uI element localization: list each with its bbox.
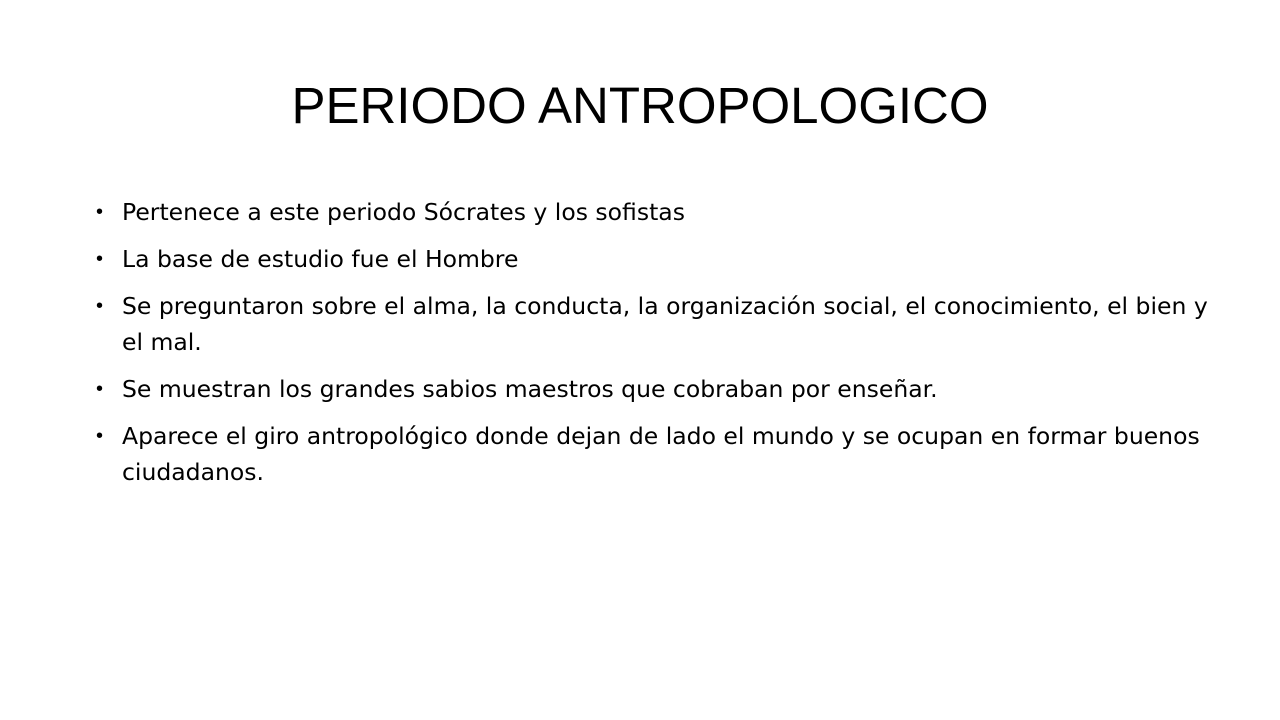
bullet-text: Aparece el giro antropológico donde dejan de lado el mundo y se ocupan en formar buenos ciudadanos.	[122, 422, 1200, 486]
list-item	[96, 371, 1216, 407]
bullet-list	[96, 194, 1216, 501]
bullet-icon: •	[96, 295, 104, 317]
slide-title: PERIODO ANTROPOLOGICO	[291, 77, 989, 134]
list-item	[96, 194, 1216, 230]
bullet-text: Se muestran los grandes sabios maestros que cobraban por enseñar.	[122, 375, 938, 403]
list-item	[96, 241, 1216, 277]
bullet-text: Se preguntaron sobre el alma, la conducta, la organización social, el conocimiento, el bien y el mal.	[122, 292, 1208, 356]
bullet-text: La base de estudio fue el Hombre	[122, 245, 519, 273]
bullet-text: Pertenece a este periodo Sócrates y los sofistas	[122, 198, 685, 226]
bullet-icon: •	[96, 201, 104, 223]
list-item	[96, 418, 1216, 490]
bullet-icon: •	[96, 378, 104, 400]
bullet-icon: •	[96, 248, 104, 270]
list-item	[96, 288, 1216, 360]
bullet-icon: •	[96, 425, 104, 447]
